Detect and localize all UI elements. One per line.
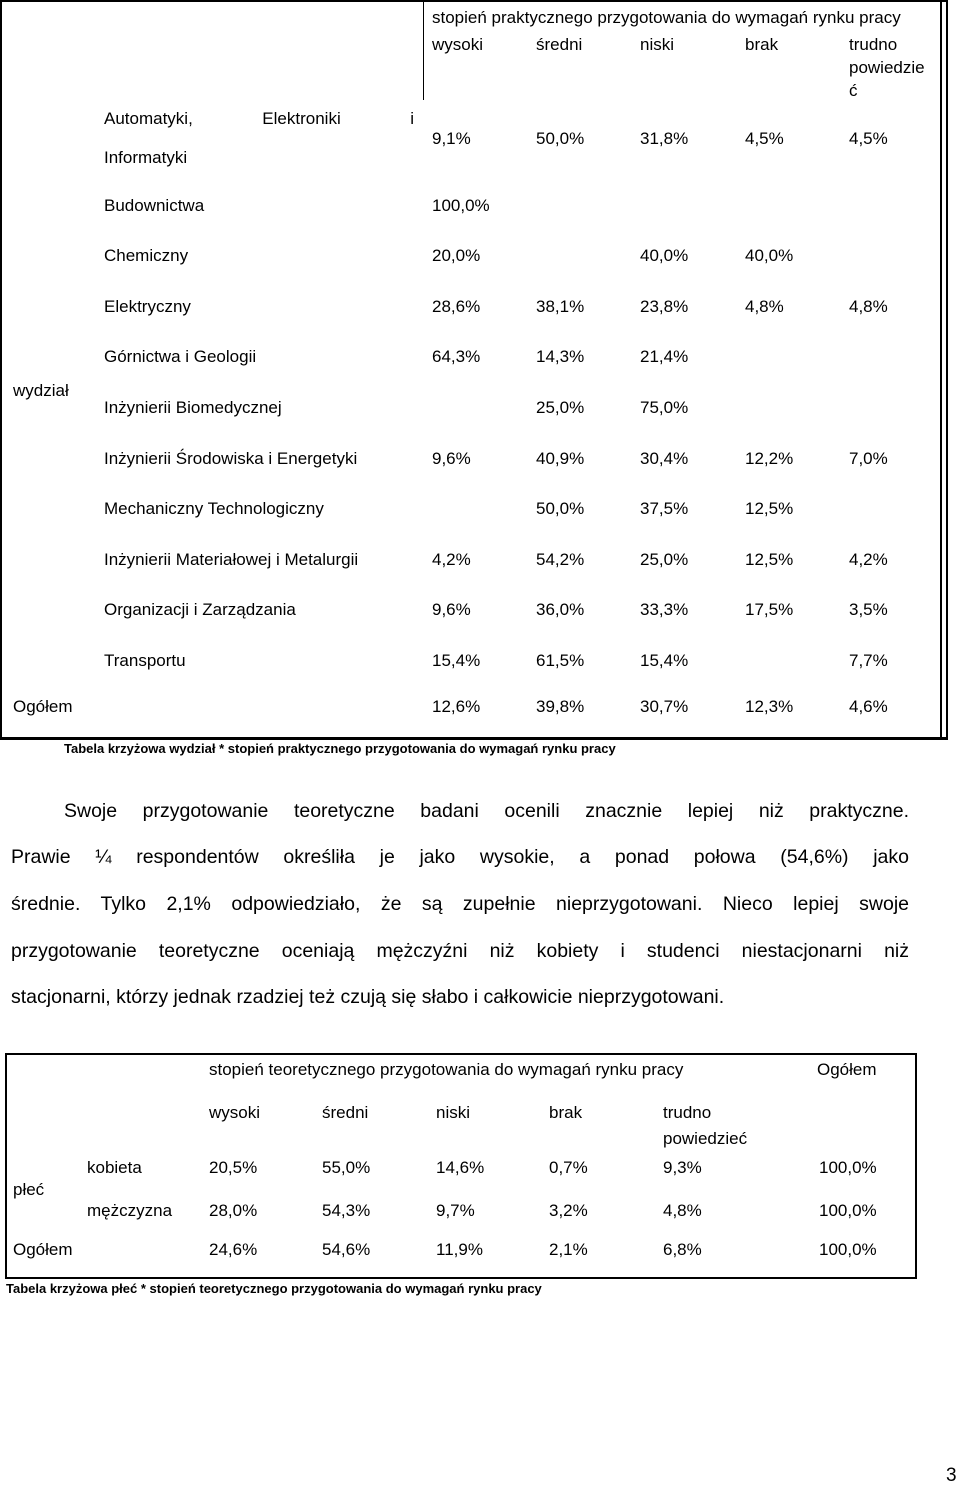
table-1-col-sredni: średni (536, 35, 583, 54)
table-1-cell: 15,4% (640, 651, 689, 670)
table-1-cell: 28,6% (432, 297, 481, 316)
table-1-row-label: Mechaniczny Technologiczny (104, 499, 324, 518)
table-2-total-cell: 11,9% (436, 1240, 483, 1259)
table-2-cell: 14,6% (436, 1158, 485, 1177)
table-1-row-label: Inżynierii Biomedycznej (104, 398, 282, 417)
table-1-cell: 33,3% (640, 600, 689, 619)
page-number: 3 (946, 1465, 957, 1486)
table-1-cell: 31,8% (640, 129, 689, 148)
table-1-row-label: Górnictwa i Geologii (104, 347, 257, 366)
table-1-row-label-line1: Automatyki, Elektroniki i (104, 109, 414, 128)
table-1-cell: 7,0% (849, 449, 888, 468)
table-1-left-border (0, 0, 2, 740)
table-1-total-cell: 39,8% (536, 697, 585, 716)
table-1-cell: 17,5% (745, 600, 794, 619)
table-1-cell: 25,0% (640, 550, 689, 569)
table-1-cell: 4,5% (745, 129, 784, 148)
table-1-cell: 9,1% (432, 129, 471, 148)
table-2-bottom-border (5, 1277, 917, 1279)
table-2-row-label: mężczyzna (87, 1201, 173, 1220)
table-2-cell: 4,8% (663, 1201, 702, 1220)
table-1-col-niski: niski (640, 35, 675, 54)
table-1-cell: 38,1% (536, 297, 585, 316)
table-1-cell: 7,7% (849, 651, 888, 670)
table-2-row-label: kobieta (87, 1158, 142, 1177)
table-2-right-border (915, 1053, 917, 1279)
table-1-col-brak: brak (745, 35, 779, 54)
table-1-col-trudno-line2: powiedzie (849, 58, 925, 77)
table-1-header-title: stopień praktycznego przygotowania do wymagań rynku pracy (432, 8, 901, 27)
table-1-cell: 30,4% (640, 449, 689, 468)
table-2-left-border (5, 1053, 7, 1279)
table-2-cell: 0,7% (549, 1158, 588, 1177)
table-1-row-label: Transportu (104, 651, 186, 670)
table-1-total-cell: 12,6% (432, 697, 481, 716)
table-1-bottom-border (0, 737, 948, 740)
table-2-cell: 20,5% (209, 1158, 258, 1177)
table-1-caption: Tabela krzyżowa wydział * stopień praktycznego przygotowania do wymagań rynku pracy (64, 741, 616, 756)
table-1-total-label: Ogółem (13, 697, 73, 716)
table-2-col-wysoki: wysoki (209, 1103, 261, 1122)
table-2-col-niski: niski (436, 1103, 471, 1122)
table-2-cell: 9,3% (663, 1158, 702, 1177)
table-1-cell: 4,5% (849, 129, 888, 148)
table-1-cell: 23,8% (640, 297, 689, 316)
table-1-cell: 50,0% (536, 499, 585, 518)
table-2-col-trudno-line2: powiedzieć (663, 1129, 748, 1148)
table-1-right-border-outer (946, 0, 948, 740)
table-1-col-wysoki: wysoki (432, 35, 484, 54)
table-1-row-label: Inżynierii Środowiska i Energetyki (104, 449, 358, 468)
table-1-total-cell: 4,6% (849, 697, 888, 716)
table-1-row-label: Chemiczny (104, 246, 189, 265)
table-1-total-cell: 12,3% (745, 697, 794, 716)
paragraph-line: Prawie ¼ respondentów określiła je jako wysokie, a ponad połowa (54,6%) jako (11, 846, 909, 868)
table-1-cell: 3,5% (849, 600, 888, 619)
table-1-cell: 54,2% (536, 550, 585, 569)
table-1-cell: 61,5% (536, 651, 585, 670)
table-1-cell: 75,0% (640, 398, 689, 417)
table-2-cell: 54,3% (322, 1201, 371, 1220)
table-1-cell: 50,0% (536, 129, 585, 148)
table-2-total-label: Ogółem (13, 1240, 73, 1259)
table-1-cell: 12,5% (745, 550, 794, 569)
table-1-row-label: Inżynierii Materiałowej i Metalurgii (104, 550, 359, 569)
table-1-row-label: Organizacji i Zarządzania (104, 600, 296, 619)
table-2-col-trudno-line1: trudno (663, 1103, 712, 1122)
table-1-cell: 40,0% (745, 246, 794, 265)
table-2-cell: 100,0% (819, 1201, 877, 1220)
table-1-cell: 40,9% (536, 449, 585, 468)
table-2-cell: 9,7% (436, 1201, 475, 1220)
table-1-cell: 14,3% (536, 347, 585, 366)
table-1-cell: 9,6% (432, 449, 471, 468)
table-1-right-border (940, 0, 942, 740)
table-1-cell: 4,2% (432, 550, 471, 569)
table-1-row-label: Budownictwa (104, 196, 205, 215)
table-2-total-cell: 100,0% (819, 1240, 877, 1259)
table-1-cell: 40,0% (640, 246, 689, 265)
table-2-group-label: płeć (13, 1180, 45, 1199)
table-1-cell: 36,0% (536, 600, 585, 619)
table-1-col-trudno-line1: trudno (849, 35, 898, 54)
table-2-col-sredni: średni (322, 1103, 369, 1122)
table-1-cell: 64,3% (432, 347, 481, 366)
table-1-group-label: wydział (13, 381, 69, 400)
table-2-total-header: Ogółem (817, 1060, 877, 1079)
table-2-total-cell: 2,1% (549, 1240, 588, 1259)
table-1-row-label-line2: Informatyki (104, 148, 188, 167)
table-1-cell: 20,0% (432, 246, 481, 265)
table-1-col-trudno-line3: ć (849, 81, 858, 100)
table-2-cell: 28,0% (209, 1201, 258, 1220)
table-2-total-cell: 54,6% (322, 1240, 371, 1259)
table-2-header-title: stopień teoretycznego przygotowania do wymagań rynku pracy (209, 1060, 684, 1079)
table-2-top-border (5, 1053, 917, 1055)
table-1-cell: 12,2% (745, 449, 794, 468)
table-1-cell: 12,5% (745, 499, 794, 518)
paragraph-line: przygotowanie teoretyczne oceniają mężczyźni niż kobiety i studenci niestacjonarni niż (11, 940, 909, 962)
table-1-cell: 4,8% (849, 297, 888, 316)
table-1-cell: 4,2% (849, 550, 888, 569)
paragraph-line: średnie. Tylko 2,1% odpowiedziało, że są zupełnie nieprzygotowani. Nieco lepiej swoje (11, 893, 909, 915)
table-1-row-label: Elektryczny (104, 297, 191, 316)
table-1-cell: 9,6% (432, 600, 471, 619)
table-2-total-cell: 6,8% (663, 1240, 702, 1259)
table-2-caption: Tabela krzyżowa płeć * stopień teoretycznego przygotowania do wymagań rynku pracy (6, 1281, 542, 1296)
table-1-cell: 25,0% (536, 398, 585, 417)
table-2-total-cell: 24,6% (209, 1240, 258, 1259)
table-1-top-border (0, 0, 948, 2)
table-2-col-brak: brak (549, 1103, 583, 1122)
table-1-total-cell: 30,7% (640, 697, 689, 716)
table-1-cell: 15,4% (432, 651, 481, 670)
paragraph-line: Swoje przygotowanie teoretyczne badani ocenili znacznie lepiej niż praktyczne. (64, 800, 909, 822)
table-2-cell: 3,2% (549, 1201, 588, 1220)
paragraph-line: stacjonarni, którzy jednak rzadziej też czują się słabo i całkowicie nieprzygotowani. (11, 986, 725, 1008)
table-1-cell: 4,8% (745, 297, 784, 316)
table-1-cell: 100,0% (432, 196, 490, 215)
table-1-header-divider (423, 0, 424, 100)
table-2-cell: 55,0% (322, 1158, 371, 1177)
table-1-cell: 21,4% (640, 347, 689, 366)
table-2-cell: 100,0% (819, 1158, 877, 1177)
table-1-cell: 37,5% (640, 499, 689, 518)
